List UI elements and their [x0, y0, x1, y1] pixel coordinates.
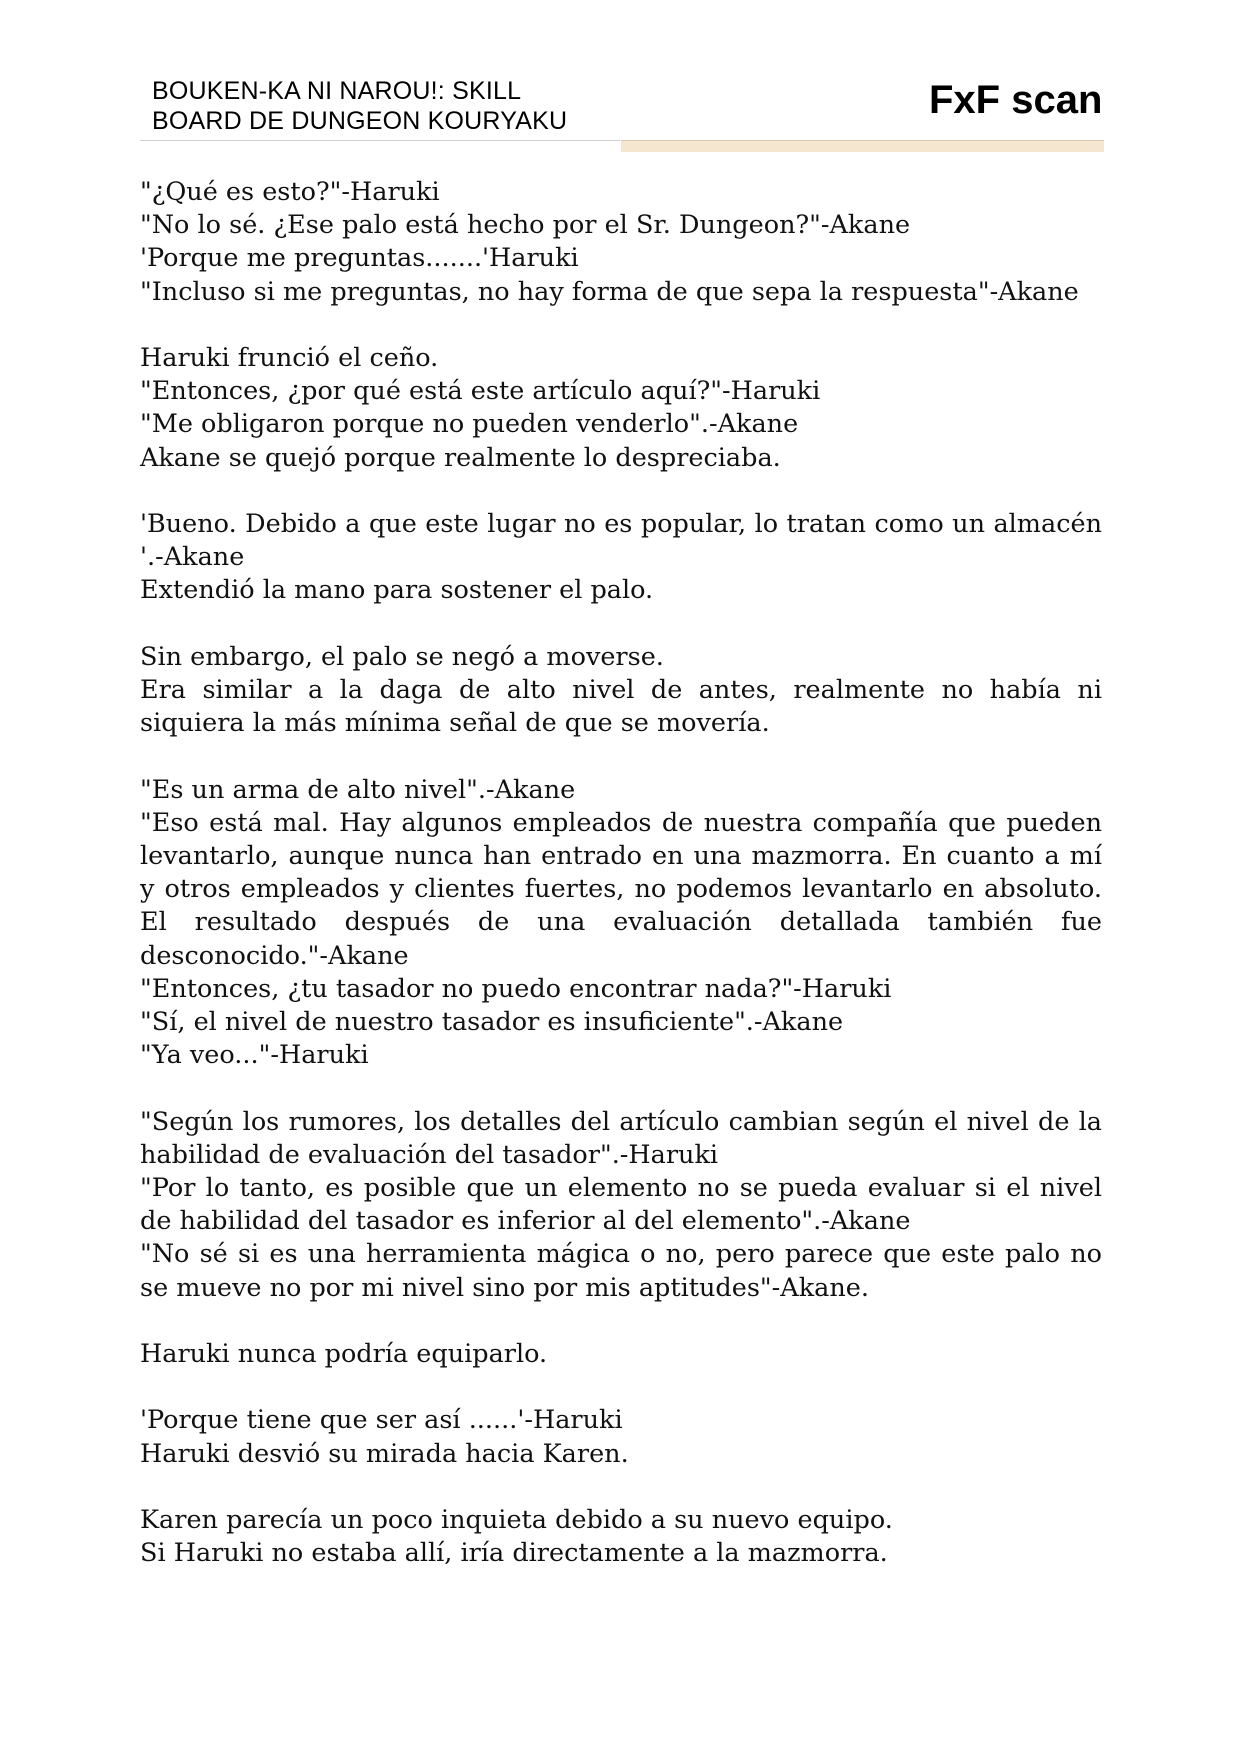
text-line: "Me obligaron porque no pueden venderlo".-Akane — [140, 409, 799, 440]
text-line: "Entonces, ¿por qué está este artículo aquí?"-Haruki — [140, 376, 821, 407]
text-line: Haruki nunca podría equiparlo. — [140, 1339, 548, 1370]
paragraph — [140, 641, 1102, 741]
text-line: "Por lo tanto, es posible que un elemento no se pueda evaluar si el nivel de habilidad del tasador es inferior al del elemento".-Akane — [140, 1173, 1102, 1237]
text-line: "Es un arma de alto nivel".-Akane — [140, 774, 576, 805]
paragraph — [140, 342, 1102, 475]
text-line: Akane se quejó porque realmente lo despreciaba. — [140, 442, 781, 473]
text-line: Haruki frunció el ceño. — [140, 343, 439, 373]
text-line: "¿Qué es esto?"-Haruki — [140, 177, 440, 207]
paragraph — [140, 508, 1102, 608]
paragraph — [140, 774, 1102, 1073]
text-line: Haruki desvió su mirada hacia Karen. — [140, 1438, 629, 1469]
paragraph — [140, 1106, 1102, 1305]
scanlation-brand: FxF scan — [929, 78, 1103, 122]
text-line: Si Haruki no estaba allí, iría directamente a la mazmorra. — [140, 1538, 888, 1569]
text-line: "Ya veo..."-Haruki — [140, 1040, 369, 1071]
text-line: "Sí, el nivel de nuestro tasador es insuficiente".-Akane — [140, 1007, 844, 1038]
series-title — [152, 76, 567, 136]
text-line: "Eso está mal. Hay algunos empleados de nuestra compañía que pueden levantarlo, aunque nunca han entrado en una mazmorra. En cuanto a mí y otros empleados y clientes fuertes, no podemos levantarlo en absoluto. El resultado después de una evaluación detallada también fue desconocido."-Akane — [140, 807, 1102, 971]
series-title-line-1: BOUKEN-KA NI NAROU!: SKILL — [152, 77, 522, 105]
text-line: "Según los rumores, los detalles del artículo cambian según el nivel de la habilidad de evaluación del tasador".-Haruki — [140, 1106, 1102, 1170]
header-accent-bar — [621, 140, 1104, 152]
text-line: Extendió la mano para sostener el palo. — [140, 575, 654, 606]
text-line: 'Porque tiene que ser así ......'-Haruki — [140, 1405, 623, 1436]
paragraph — [140, 1404, 1102, 1470]
text-line: "No lo sé. ¿Ese palo está hecho por el Sr. Dungeon?"-Akane — [140, 210, 911, 241]
text-line: Era similar a la daga de alto nivel de antes, realmente no había ni siquiera la más mínima señal de que se movería. — [140, 675, 1102, 739]
text-line: 'Bueno. Debido a que este lugar no es popular, lo tratan como un almacén '.-Akane — [140, 509, 1102, 573]
text-line: Sin embargo, el palo se negó a moverse. — [140, 641, 664, 672]
series-title-line-2: BOARD DE DUNGEON KOURYAKU — [152, 107, 568, 135]
text-line: "No sé si es una herramienta mágica o no, pero parece que este palo no se mueve no por mi nivel sino por mis aptitudes"-Akane. — [140, 1239, 1102, 1303]
paragraph — [140, 1338, 1102, 1371]
chapter-text — [140, 176, 1102, 1570]
paragraph — [140, 176, 1102, 309]
paragraph — [140, 1504, 1102, 1570]
text-line: "Incluso si me preguntas, no hay forma de que sepa la respuesta"-Akane — [140, 276, 1079, 307]
text-line: "Entonces, ¿tu tasador no puedo encontrar nada?"-Haruki — [140, 973, 892, 1004]
text-line: Karen parecía un poco inquieta debido a su nuevo equipo. — [140, 1505, 893, 1535]
text-line: 'Porque me preguntas.......'Haruki — [140, 243, 579, 274]
page-header — [140, 74, 1104, 154]
header-divider — [140, 140, 620, 141]
